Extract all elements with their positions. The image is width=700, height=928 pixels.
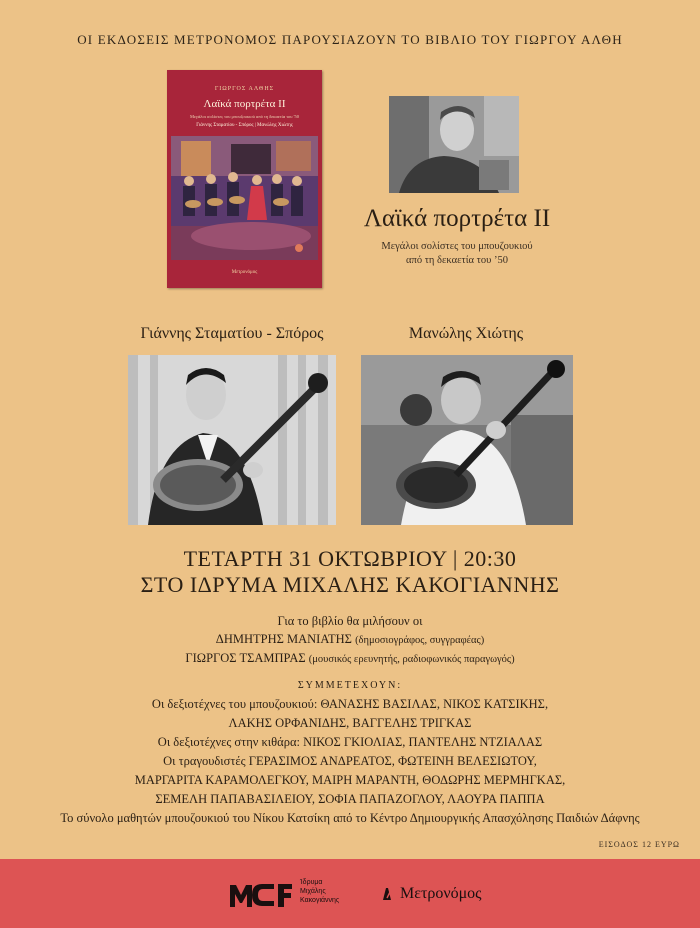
speaker-1-name: ΔΗΜΗΤΡΗΣ ΜΑΝΙΑΤΗΣ — [215, 632, 352, 646]
foundation-name — [300, 878, 370, 905]
speaker-2 — [0, 651, 700, 666]
author-photo — [389, 96, 519, 193]
musician-2-photo — [361, 355, 573, 525]
book-subtitle-line-1: Μεγάλοι σολίστες του μπουζουκιού — [381, 241, 533, 252]
participants-line: ΛΑΚΗΣ ΟΡΦΑΝΙΔΗΣ, ΒΑΓΓΕΛΗΣ ΤΡΙΓΚΑΣ — [228, 716, 472, 730]
participants-line: ΣΕΜΕΛΗ ΠΑΠΑΒΑΣΙΛΕΙΟΥ, ΣΟΦΙΑ ΠΑΠΑΖΟΓΛΟΥ, ΛΑΟΥΡΑ ΠΑΠΠΑ — [155, 792, 545, 806]
book-title: Λαϊκά πορτρέτα II — [363, 205, 551, 232]
musician-2-name: Μανώλης Χιώτης — [408, 325, 524, 342]
presenter-heading: ΟΙ ΕΚΔΟΣΕΙΣ ΜΕΤΡΟΝΟΜΟΣ ΠΑΡΟΥΣΙΑΖΟΥΝ ΤΟ ΒΙΒΛΙΟ ΤΟΥ ΓΙΩΡΓΟΥ ΑΛΘΗ — [77, 32, 623, 47]
speaker-2-name: ΓΙΩΡΓΟΣ ΤΣΑΜΠΡΑΣ — [185, 651, 306, 665]
musician-1-name: Γιάννης Σταματίου - Σπόρος — [140, 325, 324, 342]
event-date-time: ΤΕΤΑΡΤΗ 31 ΟΚΤΩΒΡΙΟΥ | 20:30 — [183, 546, 517, 571]
musician-1-photo — [128, 355, 336, 525]
cover-author: ΓΙΩΡΓΟΣ ΑΛΘΗΣ — [214, 86, 275, 92]
cover-subtitle: Μεγάλοι σολίστες του μπουζουκιού από τη δεκαετία του '50 — [190, 114, 299, 119]
entrance-fee: ΕΙΣΟΔΟΣ 12 ΕΥΡΩ — [598, 840, 680, 849]
book-subtitle-line-2: από τη δεκαετία του ’50 — [406, 255, 508, 266]
book-cover — [167, 70, 322, 288]
footer-band — [0, 859, 700, 928]
participants-line: Οι δεξιοτέχνες του μπουζουκιού: ΘΑΝΑΣΗΣ ΒΑΣΙΛΑΣ, ΝΙΚΟΣ ΚΑΤΣΙΚΗΣ, — [151, 697, 549, 711]
metronomos-wordmark: Μετρονόμος — [400, 885, 482, 903]
cover-title: Λαϊκά πορτρέτα II — [203, 98, 286, 110]
foundation-name-line: Κακογιάννης — [300, 897, 340, 904]
speaker-1 — [0, 632, 700, 647]
participants-line: Το σύνολο μαθητών μπουζουκιού του Νίκου Κατσίκη από το Κέντρο Δημιουργικής Απασχόλησης Παιδιών Δάφνης — [60, 811, 640, 825]
cover-names: Γιάννης Σταματίου - Σπόρος | Μανώλης Χιώτης — [196, 123, 293, 128]
book-subtitle — [352, 240, 562, 268]
metronomos-logo — [380, 885, 482, 903]
participants-line: ΜΑΡΓΑΡΙΤΑ ΚΑΡΑΜΟΛΕΓΚΟΥ, ΜΑΙΡΗ ΜΑΡΑΝΤΗ, ΘΟΔΩΡΗΣ ΜΕΡΜΗΓΚΑΣ, — [134, 773, 566, 787]
speaker-1-role: (δημοσιογράφος, συγγραφέας) — [355, 635, 485, 646]
participants-heading: ΣΥΜΜΕΤΕΧΟΥΝ: — [297, 680, 403, 691]
participants-line: Οι δεξιοτέχνες στην κιθάρα: ΝΙΚΟΣ ΓΚΙΟΛΙΑΣ, ΠΑΝΤΕΛΗΣ ΝΤΖΙΑΛΑΣ — [157, 735, 543, 749]
cover-publisher: Μετρονόμος — [231, 270, 258, 275]
foundation-name-line: Μιχάλης — [300, 888, 326, 895]
foundation-name-line: Ίδρυμα — [300, 879, 323, 886]
mcf-logo — [228, 881, 294, 909]
metronome-icon — [380, 887, 394, 901]
event-venue: ΣΤΟ ΙΔΡΥΜΑ ΜΙΧΑΛΗΣ ΚΑΚΟΓΙΑΝΝΗΣ — [140, 572, 560, 597]
cover-painting — [171, 136, 318, 260]
speakers-intro: Για το βιβλίο θα μιλήσουν οι — [277, 614, 423, 628]
speaker-2-role: (μουσικός ερευνητής, ραδιοφωνικός παραγωγός) — [308, 654, 515, 665]
participants-line: Οι τραγουδιστές ΓΕΡΑΣΙΜΟΣ ΑΝΔΡΕΑΤΟΣ, ΦΩΤΕΙΝΗ ΒΕΛΕΣΙΩΤΟΥ, — [163, 754, 537, 768]
